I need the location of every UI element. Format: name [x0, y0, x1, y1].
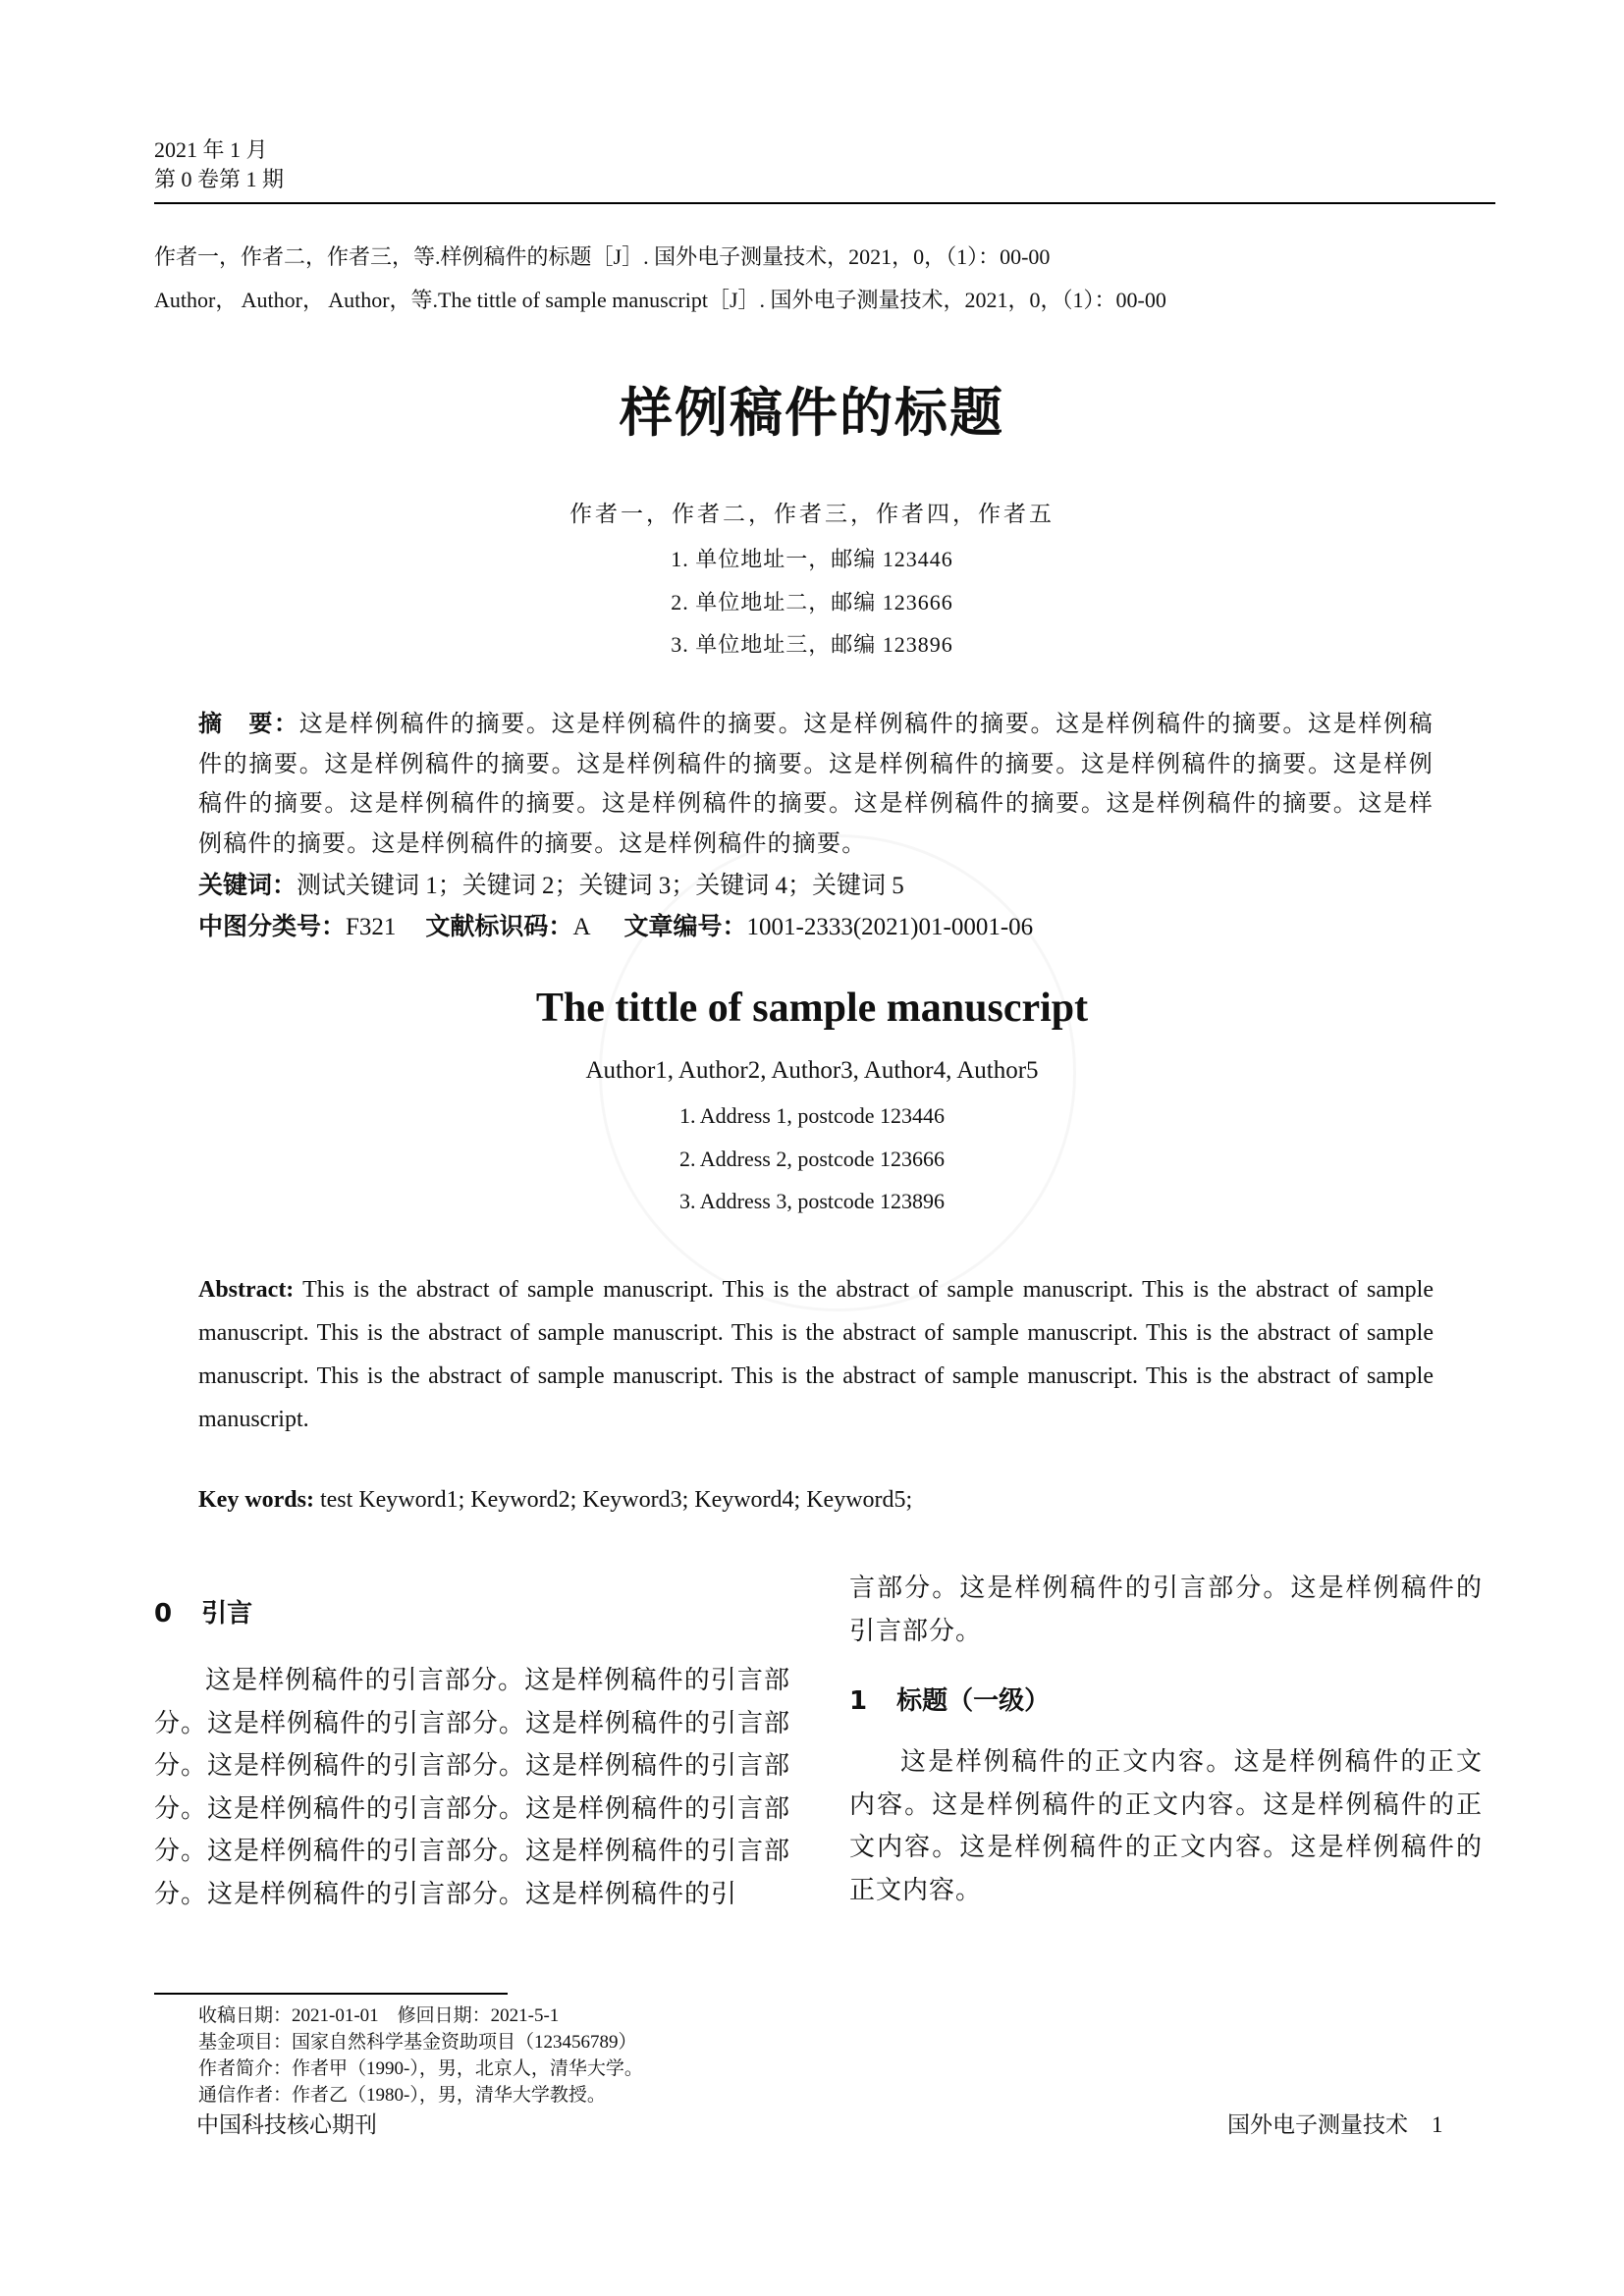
section-0-body-right: 言部分。这是样例稿件的引言部分。这是样例稿件的引言部分。: [849, 1574, 1483, 1645]
classification-line: [198, 907, 1066, 942]
address-cn-3: 3. 单位地址三，邮编 123896: [671, 632, 953, 657]
abstract-cn: [198, 705, 1434, 864]
footnote-rule: [154, 1993, 508, 1995]
footer-journal-title: 国外电子测量技术: [1227, 2112, 1408, 2137]
footnote-received: 收稿日期：2021-01-01 修回日期：2021-5-1: [198, 2005, 560, 2026]
section-0-body-left: 这是样例稿件的引言部分。这是样例稿件的引言部分。这是样例稿件的引言部分。这是样例稿件的引言部分。这是样例稿件的引言部分。这是样例稿件的引言部分。这是样例稿件的引言部分。这是样例稿件的引言部分。这是样例稿件的引言部分。这是样例稿件的引言部分。这是样例稿件的引言部分。这是样例稿件的引: [154, 1666, 791, 1908]
header-rule: [154, 202, 1495, 204]
issue-volume: 第 0 卷第 1 期: [154, 167, 285, 191]
authors-en: Author1, Author2, Author3, Author4, Author5: [585, 1057, 1039, 1084]
title-en: The tittle of sample manuscript: [535, 986, 1089, 1031]
authors-cn: 作者一，作者二，作者三，作者四，作者五: [569, 502, 1055, 526]
keywords-cn: [198, 866, 938, 901]
keywords-en-text: test Keyword1; Keyword2; Keyword3; Keyword4; Keyword5;: [319, 1487, 913, 1513]
section-1-title: 标题（一级）: [896, 1686, 1051, 1716]
abstract-en-text: This is the abstract of sample manuscript. This is the abstract of sample manuscript. This is the abstract of sample manuscript. This is the abstract of sample manuscript. This is the abstract of sample manuscript. This is the abstract of sample manuscript. This is the abstract of sample manuscript. This is the abstract of sample manuscript. This is the abstract of sample manuscript.: [198, 1277, 1434, 1432]
issue-date: 2021 年 1 月: [154, 137, 268, 162]
section-0-number: 0: [154, 1599, 173, 1629]
doc-value: A: [572, 914, 591, 940]
abstract-cn-text: 这是样例稿件的摘要。这是样例稿件的摘要。这是样例稿件的摘要。这是样例稿件的摘要。这是样例稿件的摘要。这是样例稿件的摘要。这是样例稿件的摘要。这是样例稿件的摘要。这是样例稿件的摘要。这是样例稿件的摘要。这是样例稿件的摘要。这是样例稿件的摘要。这是样例稿件的摘要。这是样例稿件的摘要。这是样例稿件的摘要。这是样例稿件的摘要。这是样例稿件的摘要。: [198, 712, 1434, 857]
section-0-heading: [154, 1593, 252, 1629]
citation-en: Author， Author， Author，等.The tittle of sample manuscript［J］. 国外电子测量技术，2021，0，（1）：00-00: [154, 288, 1166, 312]
address-en-1: 1. Address 1, postcode 123446: [678, 1103, 946, 1128]
footer-journal-tag: 中国科技核心期刊: [196, 2112, 377, 2137]
citation-cn: 作者一，作者二，作者三，等.样例稿件的标题［J］. 国外电子测量技术，2021，0，（1）：00-00: [154, 244, 1051, 269]
keywords-en-label: Key words:: [198, 1487, 314, 1513]
article-value: 1001-2333(2021)01-0001-06: [746, 914, 1034, 940]
clc-label: 中图分类号：: [198, 914, 347, 940]
page-number: 1: [1432, 2112, 1443, 2137]
footer-journal-name: [1227, 2107, 1443, 2139]
footnote-fund: 基金项目：国家自然科学基金资助项目（123456789）: [198, 2032, 637, 2053]
section-1-body: 这是样例稿件的正文内容。这是样例稿件的正文内容。这是样例稿件的正文内容。这是样例稿件的正文内容。这是样例稿件的正文内容。这是样例稿件的正文内容。: [849, 1747, 1483, 1904]
abstract-en-label: Abstract:: [198, 1277, 295, 1303]
doc-label: 文献标识码：: [425, 914, 573, 940]
address-cn-1: 1. 单位地址一，邮编 123446: [671, 547, 953, 571]
section-0-title: 引言: [201, 1599, 253, 1629]
keywords-en: [198, 1487, 912, 1514]
abstract-en: [198, 1268, 1434, 1441]
address-en-2: 2. Address 2, postcode 123666: [678, 1147, 946, 1171]
section-1-number: 1: [849, 1686, 868, 1716]
section-1-heading: [849, 1681, 1050, 1717]
footnote-author: 作者简介：作者甲（1990-），男，北京人，清华大学。: [198, 2058, 643, 2079]
clc-value: F321: [346, 914, 397, 940]
article-label: 文章编号：: [623, 914, 747, 940]
address-en-3: 3. Address 3, postcode 123896: [678, 1189, 946, 1213]
keywords-cn-label: 关键词：: [198, 873, 298, 899]
address-cn-2: 2. 单位地址二，邮编 123666: [671, 590, 953, 614]
footnote-corresponding: 通信作者：作者乙（1980-），男，清华大学教授。: [198, 2085, 606, 2106]
keywords-cn-text: 测试关键词 1；关键词 2；关键词 3；关键词 4；关键词 5: [297, 873, 904, 899]
abstract-cn-label: 摘 要：: [198, 712, 299, 737]
title-cn: 样例稿件的标题: [620, 382, 1004, 444]
